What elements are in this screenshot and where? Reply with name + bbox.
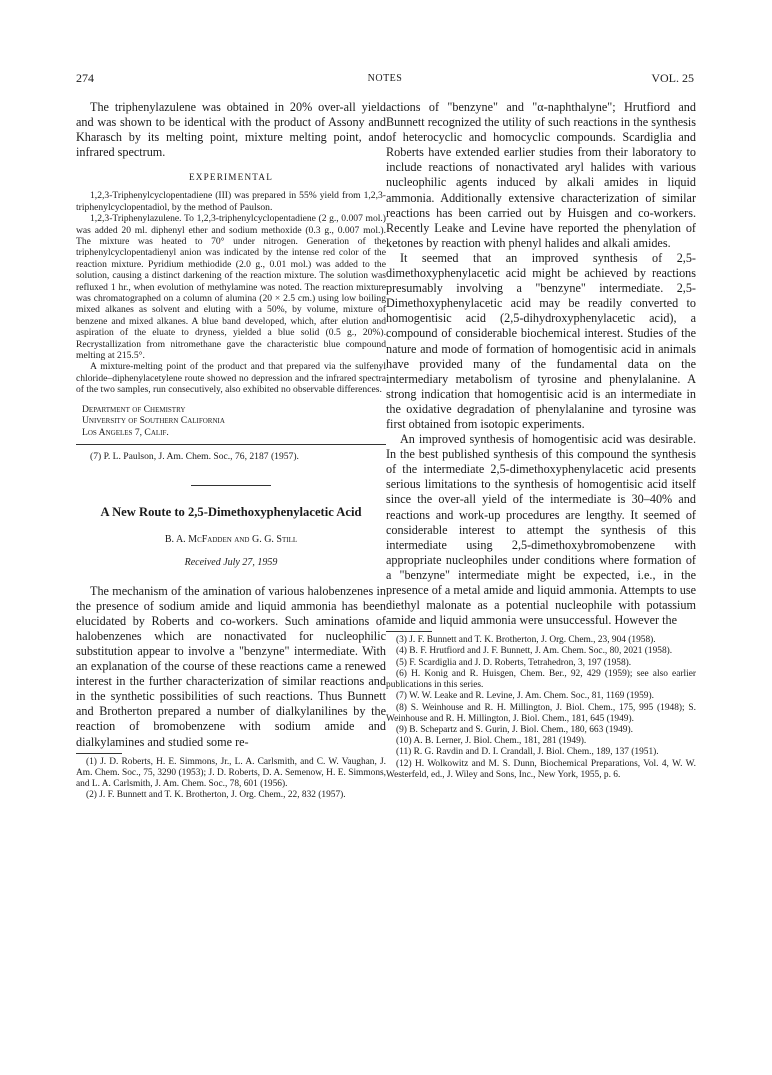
right-paragraph-2: It seemed that an improved synthesis of 2,5-dimethoxyphenylacetic acid might be achieved by reactions presumably involving a "benzyne" intermediate. 2,5-Dimethoxyphenylacetic acid may be readily converted to homogentisic acid (2,5-dihydroxyphenylacetic acid), a compound of considerable biochemical interest. Studies of the nature and mode of formation of homogentisic acid in animals have provided many of the fundamental data on the intermediary metabolism of tyrosine and phenylalanine. A strong indication that homogentisic acid is an intermediate in the oxidative degradation of phenylalanine and tyrosine was first obtained from isotopic experiments. [386,250,696,431]
footnote-ref-7: (7) P. L. Paulson, J. Am. Chem. Soc., 76, 2187 (1957). [90,451,299,463]
affiliation-line: Los Angeles 7, Calif. [82,426,169,438]
left-column [76,100,386,801]
experimental-paragraph-1: 1,2,3-Triphenylcyclopentadiene (III) was prepared in 55% yield from 1,2,3-triphenylcyclopentadiol, by the method of Paulson. [76,190,386,213]
footnote-divider [76,753,122,754]
experimental-paragraph-2: 1,2,3-Triphenylazulene. To 1,2,3-triphenylcyclopentadiene (2 g., 0.007 mol.) was added 20 ml. diphenyl ether and sodium methoxide (0.3 g., 0.007 mol.). The mixture was heated to 70° under nitrogen. Generation of the triphenylcyclopentadienyl anion was indicated by the intense red color of the reaction mixture. Pyridium methiodide (2.0 g., 0.01 mol.) was added to the solution, causing a distinct darkening of the reaction mixture. The solution was refluxed 1 hr., when evolution of methylamine was noted. The reaction mixture was chromatographed on a column of alumina (20 × 2.5 cm.) using low boiling mixed alkanes as solvent and eluting with a 50%, by volume, mixture of benzene and mixed alkanes. A blue band developed, which, after elution and aspiration of the eluate to dryness, yielded a blue solid (0.5 g., 20%). Recrystallization from nitromethane gave the characteristic blue compound melting at 215.5°. [76,213,386,362]
footnote-11: (11) R. G. Ravdin and D. I. Crandall, J. Biol. Chem., 189, 137 (1951). [396,747,659,758]
experimental-heading: EXPERIMENTAL [188,172,274,183]
page-number: 274 [76,71,94,85]
section-title: NOTES [367,73,403,84]
experimental-paragraph-3: A mixture-melting point of the product and that prepared via the sulfenyl chloride–diphenylacetylene route showed no depression and the infrared spectra of the two samples, run consecutively, also exhibited no observable differences. [76,361,386,396]
right-paragraph-3: An improved synthesis of homogentisic acid was desirable. In the best published synthesis of this compound the synthesis of the intermediate 2,5-dimethoxyphenylacetic acid presents serious limitations to the synthesis of homogentisic acid itself since the over-all yield of the intermediate is 30–40% and reactions and work-up procedures are lengthy. It seemed of considerable interest to attempt the synthesis of this intermediate using 2,5-dimethoxybromobenzene with appropriate nucleophiles under conditions where formation of a "benzyne" intermediate might be expected, i.e., in the presence of a metal amide and liquid ammonia. Attempts to use diethyl malonate as a potential nucleophile with potassium amide and liquid ammonia were unsuccessful. However the [386,432,696,628]
article-authors: B. A. McFadden and G. G. Still [164,533,298,545]
article-title: A New Route to 2,5-Dimethoxyphenylacetic Acid [100,504,362,519]
affiliation-line: University of Southern California [82,415,225,427]
footnote-10: (10) A. B. Lerner, J. Biol. Chem., 181, 281 (1949). [396,736,587,747]
volume-label: VOL. 25 [651,71,694,85]
footnote-12: (12) H. Wolkowitz and M. S. Dunn, Biochemical Preparations, Vol. 4, W. W. Westerfeld, ed., J. Wiley and Sons, Inc., New York, 1955, p. 6. [386,758,696,780]
footnote-1: (1) J. D. Roberts, H. E. Simmons, Jr., L. A. Carlsmith, and C. W. Vaughan, J. Am. Chem. Soc., 75, 3290 (1953); J. D. Roberts, D. A. Semenow, H. E. Simmons, and L. A. Carlsmith, J. Am. Chem. Soc., 78, 601 (1956). [76,756,386,790]
received-date: Received July 27, 1959 [184,556,278,568]
body-paragraph: The mechanism of the amination of various halobenzenes in the presence of sodium amide and liquid ammonia has been elucidated by Roberts and co-workers. Such aminations of halobenzenes which are nonactivated for nucleophilic substitution appear to involve a "benzyne" intermediate. With an explanation of the course of these reactions came a renewed interest in the further characterization of similar reactions and in the synthetic possibilities of such reactions. Thus Bunnett and Brotherton prepared a number of dialkylanilines by the reaction of bromobenzene with sodium amide and dialkylamines and studied some re- [76,583,386,749]
footnote-divider [386,631,432,632]
footnote-5: (5) F. Scardiglia and J. D. Roberts, Tetrahedron, 3, 197 (1958). [396,657,632,668]
footnote-8: (8) S. Weinhouse and R. H. Millington, J. Biol. Chem., 175, 995 (1948); S. Weinhouse and R. H. Millington, J. Biol. Chem., 181, 645 (1949). [386,702,696,724]
footnote-7: (7) W. W. Leake and R. Levine, J. Am. Chem. Soc., 81, 1169 (1959). [396,691,654,702]
affiliation-line: Department of Chemistry [82,403,186,415]
affiliation [82,404,386,439]
footnote-3: (3) J. F. Bunnett and T. K. Brotherton, J. Org. Chem., 23, 904 (1958). [396,635,656,646]
footnote-2: (2) J. F. Bunnett and T. K. Brotherton, J. Org. Chem., 22, 832 (1957). [86,790,346,801]
right-paragraph-1: actions of "benzyne" and "α-naphthalyne"; Hrutfiord and Bunnett recognized the utility of such reactions in the synthesis of heterocyclic and homocyclic compounds. Scardiglia and Roberts have extended earlier studies from their laboratory to include reactions of nonactivated aryl halides with various nucleophilic agents induced by alkali amides in liquid ammonia. Additionally extensive characterization of similar reactions has been carried out by Huisgen and co-workers. Recently Leake and Levine have reported the phenylation of ketones by reaction with phenyl halides and alkali amides. [386,100,696,250]
footnote-4: (4) B. F. Hrutfiord and J. F. Bunnett, J. Am. Chem. Soc., 80, 2021 (1958). [396,646,673,657]
footnote-9: (9) B. Schepartz and S. Gurin, J. Biol. Chem., 180, 663 (1949). [396,724,633,735]
right-column [386,100,696,781]
page-header [76,71,694,87]
intro-paragraph: The triphenylazulene was obtained in 20% over-all yield and was shown to be identical with the product of Assony and Kharasch by its melting point, mixture melting point, and infrared spectrum. [76,100,386,160]
article-separator [191,485,271,486]
footnote-divider [76,444,386,445]
footnote-6: (6) H. Konig and R. Huisgen, Chem. Ber., 92, 429 (1959); see also earlier publications in this series. [386,668,696,691]
